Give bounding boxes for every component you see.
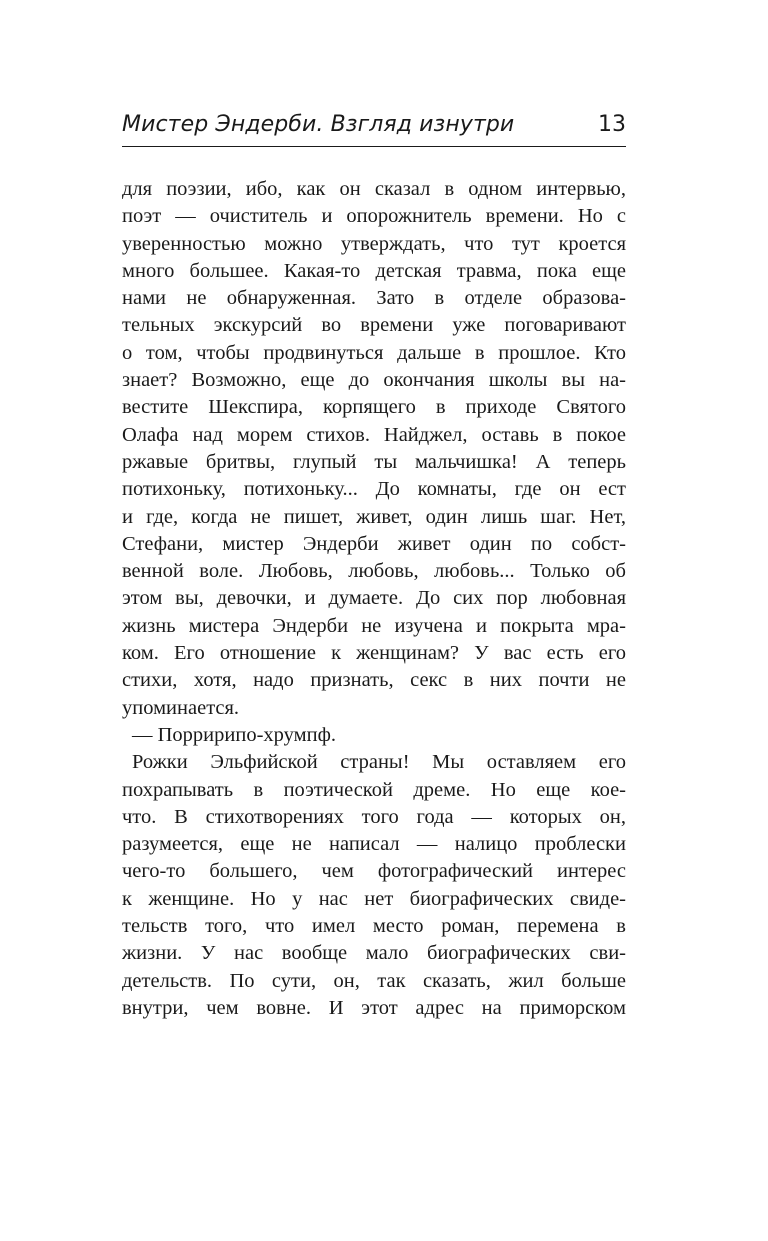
text-line: ржавые бритвы, глупый ты мальчишка! А теперь bbox=[122, 450, 626, 473]
text-line: вестите Шекспира, корпящего в приходе Святого bbox=[122, 396, 626, 419]
paragraph-first-line: Рожки Эльфийской страны! Мы оставляем его bbox=[132, 751, 626, 774]
text-line: венной воле. Любовь, любовь, любовь... Только об bbox=[122, 560, 626, 583]
text-line: уверенностью можно утверждать, что тут кроется bbox=[122, 232, 626, 255]
text-line: о том, чтобы продвинуться дальше в прошлое. Кто bbox=[122, 341, 626, 364]
text-line: разумеется, еще не написал — налицо проблески bbox=[122, 833, 626, 856]
text-line: детельств. По сути, он, так сказать, жил больше bbox=[122, 969, 626, 992]
text-line: что. В стихотворениях того года — которых он, bbox=[122, 805, 626, 828]
text-line: ком. Его отношение к женщинам? У вас есть его bbox=[122, 642, 626, 665]
page-number: 13 bbox=[598, 112, 626, 137]
text-line: к женщине. Но у нас нет биографических свиде- bbox=[122, 887, 626, 910]
text-line: потихоньку, потихоньку... До комнаты, где он ест bbox=[122, 478, 626, 501]
text-line: поэт — очиститель и опорожнитель времени. Но с bbox=[122, 205, 626, 228]
text-line: тельств того, что имел место роман, перемена в bbox=[122, 915, 626, 938]
running-header bbox=[122, 110, 626, 147]
text-line: знает? Возможно, еще до окончания школы вы на- bbox=[122, 369, 626, 392]
text-line: жизнь мистера Эндерби не изучена и покрыта мра- bbox=[122, 614, 626, 637]
text-line: этом вы, девочки, и думаете. До сих пор любовная bbox=[122, 587, 626, 610]
text-line: много большее. Какая-то детская травма, пока еще bbox=[122, 259, 626, 282]
text-line: чего-то большего, чем фотографический интерес bbox=[122, 860, 626, 883]
text-line: и где, когда не пишет, живет, один лишь шаг. Нет, bbox=[122, 505, 626, 528]
text-line: для поэзии, ибо, как он сказал в одном интервью, bbox=[122, 178, 626, 200]
text-line: внутри, чем вовне. И этот адрес на приморском bbox=[122, 996, 626, 1019]
running-title: Мистер Эндерби. Взгляд изнутри bbox=[122, 112, 515, 137]
dialogue-line: — Порририпо-хрумпф. bbox=[132, 723, 336, 746]
text-line: нами не обнаруженная. Зато в отделе образова- bbox=[122, 287, 626, 310]
text-line: Олафа над морем стихов. Найджел, оставь в покое bbox=[122, 423, 626, 446]
text-line: тельных экскурсий во времени уже поговаривают bbox=[122, 314, 626, 337]
text-line: похрапывать в поэтической дреме. Но еще кое- bbox=[122, 778, 626, 801]
text-line: жизни. У нас вообще мало биографических сви- bbox=[122, 942, 626, 965]
text-line: Стефани, мистер Эндерби живет один по собст- bbox=[122, 532, 626, 555]
text-line: стихи, хотя, надо признать, секс в них почти не bbox=[122, 669, 626, 692]
paragraph-end-line: упоминается. bbox=[122, 696, 240, 719]
body-text bbox=[122, 176, 626, 1022]
